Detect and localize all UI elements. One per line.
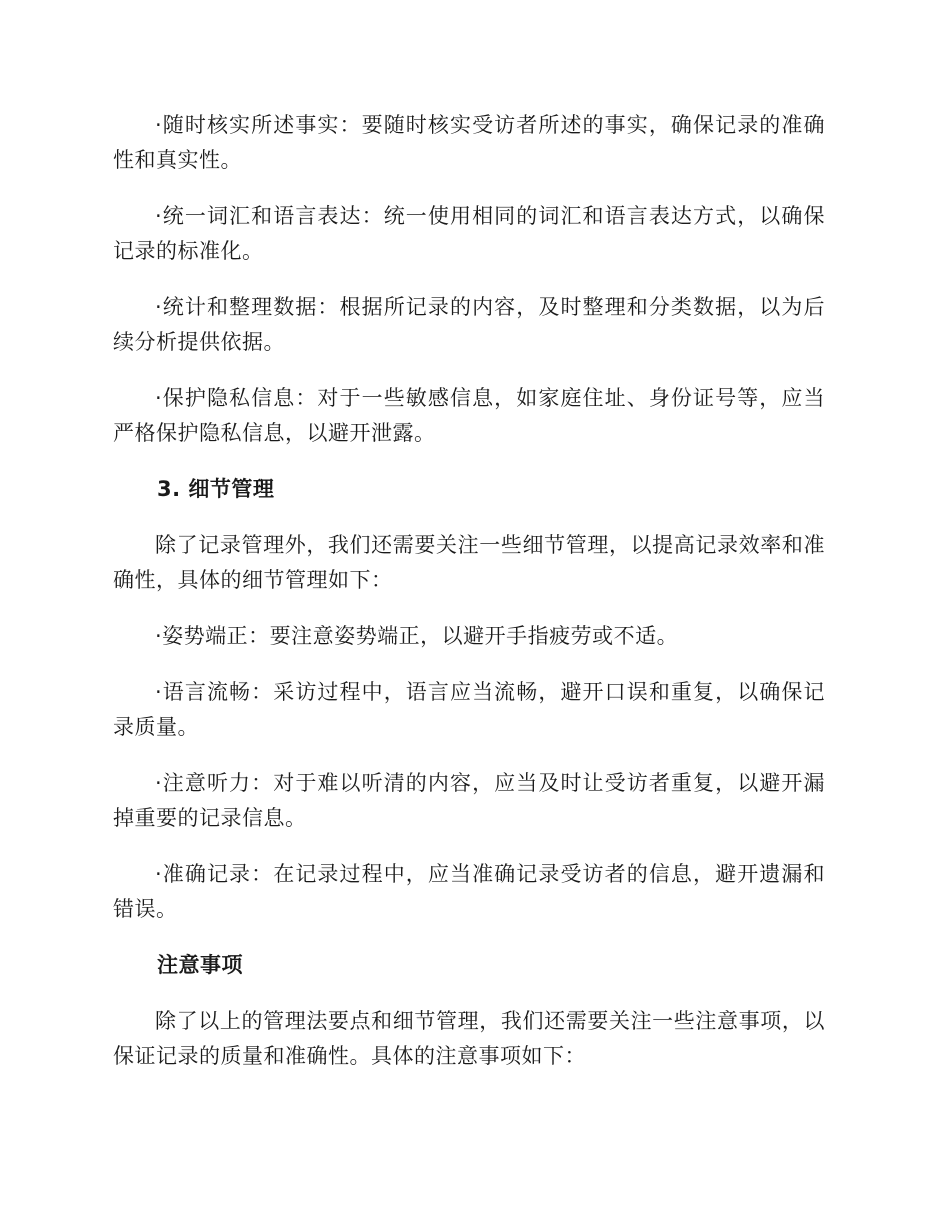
bullet-paragraph-posture: ·姿势端正：要注意姿势端正，以避开手指疲劳或不适。: [155, 624, 679, 648]
body-paragraph-detail-intro: 除了记录管理外，我们还需要关注一些细节管理，以提高记录效率和准确性，具体的细节管理如下：: [113, 533, 825, 592]
bullet-paragraph-organize-data: ·统计和整理数据：根据所记录的内容，及时整理和分类数据，以为后续分析提供依据。: [113, 295, 825, 354]
bullet-paragraph-accurate-recording: ·准确记录：在记录过程中，应当准确记录受访者的信息，避开遗漏和错误。: [113, 862, 825, 921]
section-heading-detail-management: 3. 细节管理: [157, 477, 275, 501]
bullet-paragraph-protect-privacy: ·保护隐私信息：对于一些敏感信息，如家庭住址、身份证号等，应当严格保护隐私信息，以避开泄露。: [113, 386, 825, 445]
section-heading-notes: 注意事项: [157, 953, 243, 977]
bullet-paragraph-fluent-language: ·语言流畅：采访过程中，语言应当流畅，避开口误和重复，以确保记录质量。: [113, 680, 825, 739]
bullet-paragraph-unify-vocabulary: ·统一词汇和语言表达：统一使用相同的词汇和语言表达方式，以确保记录的标准化。: [113, 204, 825, 263]
body-paragraph-notes-intro: 除了以上的管理法要点和细节管理，我们还需要关注一些注意事项，以保证记录的质量和准确性。具体的注意事项如下：: [113, 1009, 825, 1068]
bullet-paragraph-verify-facts: ·随时核实所述事实：要随时核实受访者所述的事实，确保记录的准确性和真实性。: [113, 113, 825, 172]
document-body: [113, 108, 825, 1095]
bullet-paragraph-listening: ·注意听力：对于难以听清的内容，应当及时让受访者重复，以避开漏掉重要的记录信息。: [113, 771, 825, 830]
